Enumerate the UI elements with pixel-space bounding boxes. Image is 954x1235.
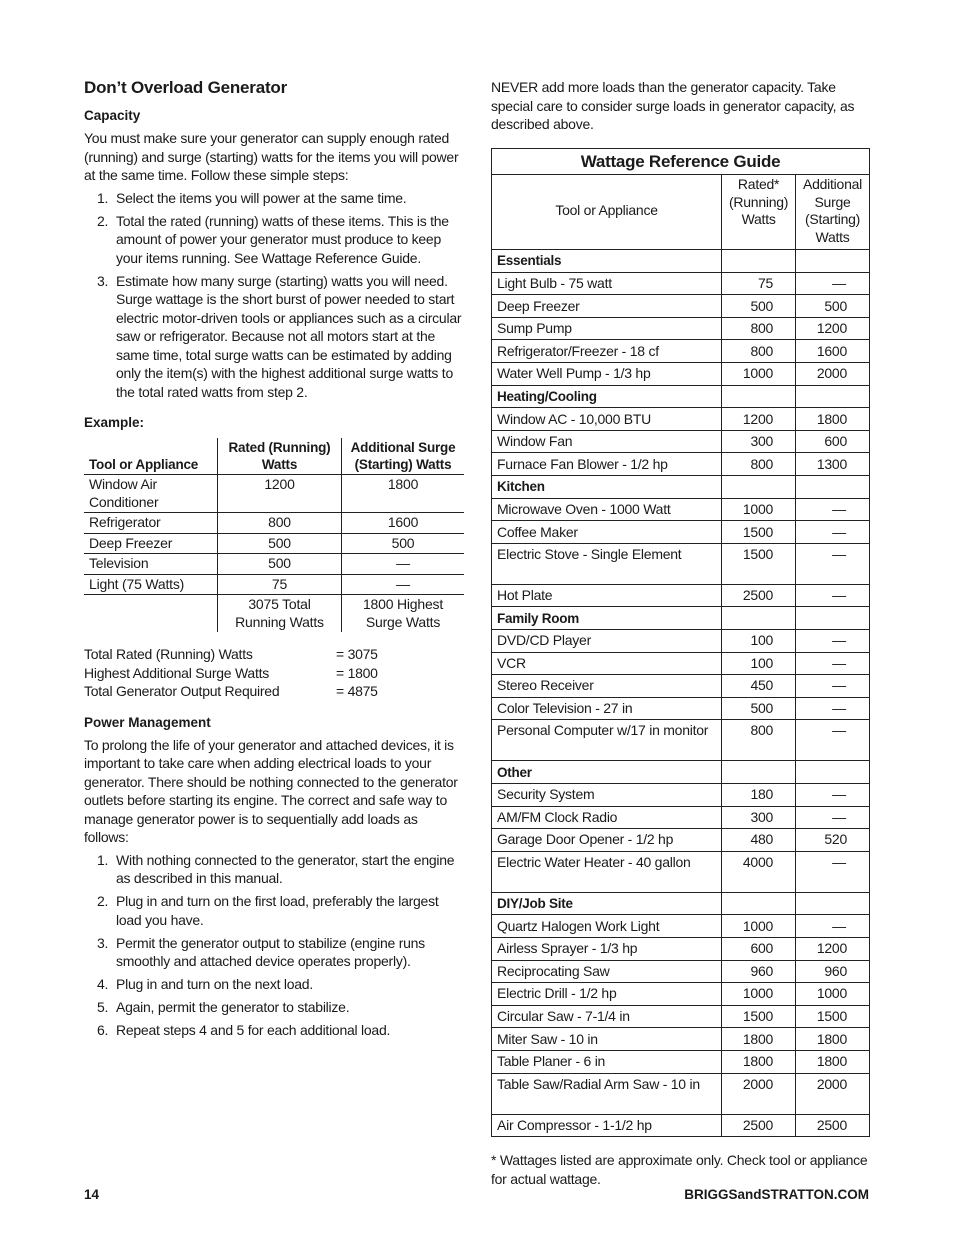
table-row xyxy=(492,630,870,653)
table-row xyxy=(492,851,870,892)
rated-watts: 4000 xyxy=(722,851,796,892)
appliance-name: Furnace Fan Blower - 1/2 hp xyxy=(492,453,722,476)
surge-watts: 1500 xyxy=(796,1005,870,1028)
surge-watts: 1800 xyxy=(796,408,870,431)
rated-watts: 100 xyxy=(722,630,796,653)
category-label: Other xyxy=(492,761,722,784)
surge-watts: 1800 xyxy=(796,1028,870,1051)
rated-watts: 100 xyxy=(722,652,796,675)
surge-watts: 960 xyxy=(796,960,870,983)
category-label: Essentials xyxy=(492,250,722,273)
example-table xyxy=(84,438,464,632)
surge-watts: 1000 xyxy=(796,983,870,1006)
appliance-name: AM/FM Clock Radio xyxy=(492,806,722,829)
surge-watts: 1200 xyxy=(796,937,870,960)
power-management-intro: To prolong the life of your generator and attached devices, it is important to take care when adding electrical loads to your generator. There should be nothing connected to the generator outlets before starting its engine. The correct and safe way to manage generator power is to sequentially add loads as follows: xyxy=(84,736,458,845)
list-item: 1. With nothing connected to the generator, start the engine as described in this manual. xyxy=(97,851,455,886)
appliance-name: Air Compressor - 1-1/2 hp xyxy=(492,1114,722,1137)
surge-watts: — xyxy=(796,915,870,938)
table-row xyxy=(492,453,870,476)
table-row xyxy=(492,521,870,544)
surge-watts: 1300 xyxy=(796,453,870,476)
appliance-name: Water Well Pump - 1/3 hp xyxy=(492,363,722,386)
rated-watts: 800 xyxy=(722,317,796,340)
surge-watts: 1800 xyxy=(796,1050,870,1073)
rated-watts: 2000 xyxy=(722,1073,796,1114)
rated-watts: 300 xyxy=(722,806,796,829)
surge-watts: — xyxy=(796,851,870,892)
list-item: 5. Again, permit the generator to stabilize. xyxy=(97,999,350,1015)
table-row xyxy=(492,937,870,960)
rated-watts: 800 xyxy=(722,340,796,363)
appliance-name: Sump Pump xyxy=(492,317,722,340)
category-label: Heating/Cooling xyxy=(492,385,722,408)
category-row xyxy=(492,607,870,630)
rated-watts: 1800 xyxy=(722,1028,796,1051)
summary-row: Highest Additional Surge Watts = 1800 xyxy=(84,664,378,681)
category-label: DIY/Job Site xyxy=(492,892,722,915)
rated-watts: 1000 xyxy=(722,363,796,386)
table-row xyxy=(492,983,870,1006)
rated-watts: 1000 xyxy=(722,498,796,521)
rated-watts: 1500 xyxy=(722,543,796,584)
appliance-name: Circular Saw - 7-1/4 in xyxy=(492,1005,722,1028)
rated-watts: 960 xyxy=(722,960,796,983)
table-row xyxy=(492,543,870,584)
list-item: 4. Plug in and turn on the next load. xyxy=(97,976,313,992)
left-column xyxy=(84,78,464,1044)
table-row xyxy=(492,272,870,295)
category-label: Family Room xyxy=(492,607,722,630)
appliance-name: DVD/CD Player xyxy=(492,630,722,653)
appliance-name: Table Planer - 6 in xyxy=(492,1050,722,1073)
table-row: Television 500 — xyxy=(84,554,464,575)
table-row: Window Air Conditioner 1200 1800 xyxy=(84,475,464,513)
table-row xyxy=(492,829,870,852)
rated-watts: 1200 xyxy=(722,408,796,431)
appliance-name: Window Fan xyxy=(492,430,722,453)
table-row xyxy=(492,652,870,675)
table-row xyxy=(492,960,870,983)
appliance-name: Light Bulb - 75 watt xyxy=(492,272,722,295)
rated-watts: 2500 xyxy=(722,584,796,607)
appliance-name: Table Saw/Radial Arm Saw - 10 in xyxy=(492,1073,722,1114)
column-header: Tool or Appliance xyxy=(84,438,218,475)
table-row xyxy=(492,1050,870,1073)
category-label: Kitchen xyxy=(492,476,722,499)
category-row xyxy=(492,250,870,273)
table-row: Refrigerator 800 1600 xyxy=(84,513,464,534)
surge-watts: — xyxy=(796,584,870,607)
appliance-name: Miter Saw - 10 in xyxy=(492,1028,722,1051)
capacity-intro: You must make sure your generator can supply enough rated (running) and surge (starting) watts for the items you will power at the same time. Follow these simple steps: xyxy=(84,130,459,183)
rated-watts: 500 xyxy=(722,697,796,720)
table-title: Wattage Reference Guide xyxy=(492,148,870,175)
rated-watts: 800 xyxy=(722,720,796,761)
table-row xyxy=(492,584,870,607)
table-row xyxy=(492,783,870,806)
summary xyxy=(84,645,464,701)
table-row xyxy=(492,720,870,761)
table-row xyxy=(492,675,870,698)
column-header: Tool or Appliance xyxy=(492,175,722,250)
surge-watts: — xyxy=(796,652,870,675)
right-column xyxy=(491,78,871,1188)
table-row xyxy=(492,295,870,318)
table-row xyxy=(492,806,870,829)
list-item: 6. Repeat steps 4 and 5 for each additional load. xyxy=(97,1022,391,1038)
list-item: 1. Select the items you will power at the same time. xyxy=(97,189,407,206)
table-row xyxy=(492,363,870,386)
rated-watts: 600 xyxy=(722,937,796,960)
list-item: 2. Total the rated (running) watts of these items. This is the amount of power your generator must produce to keep your items running. See Wattage Reference Guide. xyxy=(97,212,449,266)
example-heading: Example: xyxy=(84,415,145,430)
table-row xyxy=(492,1073,870,1114)
table-row: Light (75 Watts) 75 — xyxy=(84,574,464,595)
list-item: 3. Permit the generator output to stabilize (engine runs smoothly and attached device operates properly). xyxy=(97,934,425,969)
table-row xyxy=(492,915,870,938)
table-row xyxy=(492,1028,870,1051)
category-row xyxy=(492,892,870,915)
totals-row: 3075 Total Running Watts 1800 Highest Surge Watts xyxy=(84,595,464,633)
footnote: * Wattages listed are approximate only. Check tool or appliance for actual wattage. xyxy=(491,1152,868,1187)
table-row xyxy=(492,317,870,340)
rated-watts: 800 xyxy=(722,453,796,476)
rated-watts: 1000 xyxy=(722,915,796,938)
rated-watts: 1000 xyxy=(722,983,796,1006)
table-row xyxy=(492,1005,870,1028)
appliance-name: Electric Drill - 1/2 hp xyxy=(492,983,722,1006)
surge-watts: — xyxy=(796,543,870,584)
table-row xyxy=(492,430,870,453)
appliance-name: Quartz Halogen Work Light xyxy=(492,915,722,938)
site-url: BRIGGSandSTRATTON.COM xyxy=(684,1187,869,1202)
rated-watts: 75 xyxy=(722,272,796,295)
power-management-heading: Power Management xyxy=(84,714,211,730)
rated-watts: 450 xyxy=(722,675,796,698)
appliance-name: Window AC - 10,000 BTU xyxy=(492,408,722,431)
rated-watts: 480 xyxy=(722,829,796,852)
surge-watts: — xyxy=(796,272,870,295)
column-header: Rated* (Running) Watts xyxy=(722,175,796,250)
appliance-name: VCR xyxy=(492,652,722,675)
capacity-steps xyxy=(84,189,464,402)
appliance-name: Reciprocating Saw xyxy=(492,960,722,983)
appliance-name: Garage Door Opener - 1/2 hp xyxy=(492,829,722,852)
column-header: Additional Surge (Starting) Watts xyxy=(796,175,870,250)
list-item: 3. Estimate how many surge (starting) watts you will need. Surge wattage is the short burst of power needed to start electric motor-driven tools or appliances such as a circular saw or refrigerator. Because not all motors start at the same time, total surge watts can be estimated by adding only the item(s) with the highest additional surge watts to the total rated watts from step 2. xyxy=(97,272,462,400)
appliance-name: Security System xyxy=(492,783,722,806)
category-row xyxy=(492,761,870,784)
appliance-name: Microwave Oven - 1000 Watt xyxy=(492,498,722,521)
appliance-name: Electric Water Heater - 40 gallon xyxy=(492,851,722,892)
surge-watts: 500 xyxy=(796,295,870,318)
page-title: Don’t Overload Generator xyxy=(84,78,288,97)
surge-watts: — xyxy=(796,675,870,698)
table-row xyxy=(492,498,870,521)
surge-watts: 2000 xyxy=(796,1073,870,1114)
surge-watts: — xyxy=(796,630,870,653)
capacity-heading: Capacity xyxy=(84,108,141,123)
rated-watts: 1500 xyxy=(722,1005,796,1028)
appliance-name: Deep Freezer xyxy=(492,295,722,318)
column-header: Additional Surge (Starting) Watts xyxy=(342,438,465,475)
table-row xyxy=(492,340,870,363)
surge-watts: — xyxy=(796,806,870,829)
rated-watts: 2500 xyxy=(722,1114,796,1137)
rated-watts: 300 xyxy=(722,430,796,453)
rated-watts: 180 xyxy=(722,783,796,806)
summary-row: Total Generator Output Required = 4875 xyxy=(84,683,378,699)
wattage-reference-table xyxy=(491,148,870,1138)
surge-watts: 600 xyxy=(796,430,870,453)
table-row xyxy=(492,697,870,720)
category-row xyxy=(492,385,870,408)
surge-watts: — xyxy=(796,783,870,806)
surge-watts: 2500 xyxy=(796,1114,870,1137)
power-management-steps xyxy=(84,851,464,1040)
appliance-name: Refrigerator/Freezer - 18 cf xyxy=(492,340,722,363)
surge-watts: 1600 xyxy=(796,340,870,363)
appliance-name: Color Television - 27 in xyxy=(492,697,722,720)
capacity-warning: NEVER add more loads than the generator capacity. Take special care to consider surge loads in generator capacity, as described above. xyxy=(491,79,855,132)
surge-watts: — xyxy=(796,498,870,521)
appliance-name: Personal Computer w/17 in monitor xyxy=(492,720,722,761)
table-row xyxy=(492,408,870,431)
rated-watts: 1800 xyxy=(722,1050,796,1073)
summary-row: Total Rated (Running) Watts = 3075 xyxy=(84,646,378,662)
surge-watts: — xyxy=(796,521,870,544)
rated-watts: 1500 xyxy=(722,521,796,544)
table-row xyxy=(492,1114,870,1137)
rated-watts: 500 xyxy=(722,295,796,318)
list-item: 2. Plug in and turn on the first load, preferably the largest load you have. xyxy=(97,893,439,928)
surge-watts: 520 xyxy=(796,829,870,852)
surge-watts: 2000 xyxy=(796,363,870,386)
appliance-name: Stereo Receiver xyxy=(492,675,722,698)
appliance-name: Electric Stove - Single Element xyxy=(492,543,722,584)
surge-watts: — xyxy=(796,720,870,761)
appliance-name: Airless Sprayer - 1/3 hp xyxy=(492,937,722,960)
category-row xyxy=(492,476,870,499)
table-row: Deep Freezer 500 500 xyxy=(84,533,464,554)
page-number: 14 xyxy=(84,1187,100,1202)
appliance-name: Coffee Maker xyxy=(492,521,722,544)
surge-watts: 1200 xyxy=(796,317,870,340)
surge-watts: — xyxy=(796,697,870,720)
appliance-name: Hot Plate xyxy=(492,584,722,607)
column-header: Rated (Running) Watts xyxy=(218,438,342,475)
